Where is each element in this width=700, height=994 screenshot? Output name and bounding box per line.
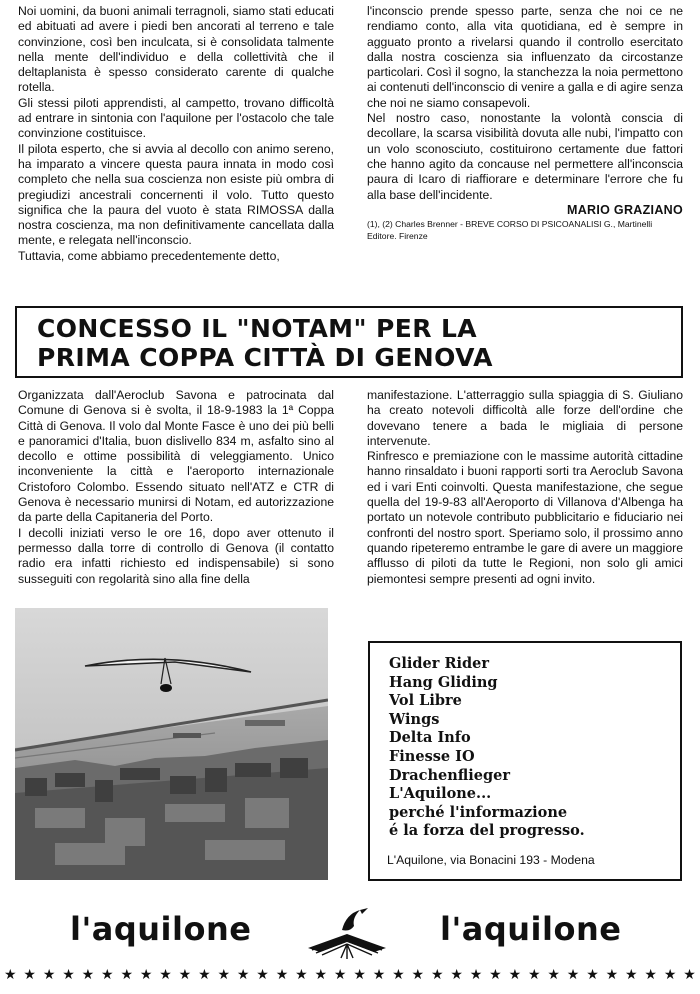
star-icon: ★ bbox=[644, 966, 657, 982]
star-icon: ★ bbox=[295, 966, 308, 982]
harbour-scene-icon bbox=[15, 608, 328, 880]
paragraph: Gli stessi piloti apprendisti, al campetto, trovano difficoltà ad entrare in sintonia con l'aquilone per l'ostacolo che tale convinzione costituisce. bbox=[18, 95, 334, 141]
aquilone-logo-right: l'aquilone bbox=[440, 910, 622, 948]
slogan-line-2: é la forza del progresso. bbox=[389, 822, 585, 840]
star-icon: ★ bbox=[372, 966, 386, 982]
star-icon: ★ bbox=[217, 966, 231, 982]
list-item: Delta Info bbox=[389, 729, 471, 747]
paragraph: Organizzata dall'Aeroclub Savona e patrocinata dal Comune di Genova si è svolta, il 18-9-1983 la 1ª Coppa Città di Genova. Il volo dal Monte Fasce è uno dei più belli e panoramici d'Italia, buon dislivello 834 m, asfalto sino al decollo e ottime possibilità di veleggiamento. Unico inconveniente la città e l'aeroporto internazionale Cristoforo Colombo. Essendo situato nell'ATZ e CTR di Genova è necessario munirsi di Notam, ed autorizzazione da parte della Capitaneria del Porto. bbox=[18, 388, 334, 525]
star-icon: ★ bbox=[586, 966, 599, 982]
headline-line-1: CONCESSO IL "NOTAM" PER LA bbox=[37, 314, 478, 343]
star-icon: ★ bbox=[101, 966, 114, 982]
star-icon: ★ bbox=[139, 966, 153, 982]
list-item: Vol Libre bbox=[389, 692, 462, 710]
list-item: L'Aquilone... bbox=[389, 785, 492, 803]
star-icon: ★ bbox=[547, 966, 560, 982]
star-icon: ★ bbox=[508, 966, 522, 982]
publisher-address: L'Aquilone, via Bonacini 193 - Modena bbox=[387, 853, 595, 867]
star-icon: ★ bbox=[489, 966, 502, 982]
star-icon: ★ bbox=[605, 966, 619, 982]
aquilone-logo-left: l'aquilone bbox=[70, 910, 252, 948]
star-icon: ★ bbox=[314, 966, 328, 982]
publications-ad-box bbox=[368, 641, 682, 881]
star-icon: ★ bbox=[411, 966, 425, 982]
star-icon: ★ bbox=[353, 966, 366, 982]
star-icon: ★ bbox=[469, 966, 483, 982]
star-icon: ★ bbox=[81, 966, 95, 982]
star-icon: ★ bbox=[392, 966, 405, 982]
paragraph: manifestazione. L'atterraggio sulla spiaggia di S. Giuliano ha creato notevoli difficoltà alle forze dell'ordine che dovevano tenere a bada le migliaia di persone intervenute. bbox=[367, 388, 683, 448]
paragraph: Noi uomini, da buoni animali terragnoli, siamo stati educati ed abituati ad avere i piedi ben ancorati al terreno e tale convinzione, così ben inculcata, si è consolidata talmente nella mente dell'individuo e della collettività che il deltaplanista è spesso considerato carente di qualche rotella. bbox=[18, 4, 334, 95]
list-item: Wings bbox=[389, 710, 440, 728]
author-signature: MARIO GRAZIANO bbox=[567, 202, 683, 217]
star-icon: ★ bbox=[625, 966, 638, 982]
paragraph: Nel nostro caso, nonostante la volontà conscia di decollare, la scarsa visibilità dovuta alle nubi, l'impatto con un volo sconosciuto, costituirono certamente due fattori che hanno agito da concause nel permettere all'inconscia paura di Icaro di riaffiorare e determinare l'errore che fu alla base dell'incidente. bbox=[367, 111, 683, 202]
star-icon: ★ bbox=[236, 966, 250, 982]
list-item: Hang Gliding bbox=[389, 673, 498, 691]
eagle-emblem-icon bbox=[306, 904, 388, 960]
article-intro-left-column bbox=[18, 4, 334, 264]
star-icon: ★ bbox=[527, 966, 541, 982]
star-icon: ★ bbox=[275, 966, 289, 982]
headline-box bbox=[15, 306, 683, 378]
slogan-line-1: perché l'informazione bbox=[389, 803, 568, 821]
star-icon: ★ bbox=[566, 966, 580, 982]
headline-line-2: PRIMA COPPA CITTÀ DI GENOVA bbox=[37, 343, 493, 372]
star-icon: ★ bbox=[4, 966, 17, 982]
article-genova-right-column bbox=[367, 388, 683, 587]
star-icon: ★ bbox=[178, 966, 192, 982]
article-genova-left-column bbox=[18, 388, 334, 587]
star-icon: ★ bbox=[120, 966, 133, 982]
paragraph: Il pilota esperto, che si avvia al decollo con animo sereno, ha imparato a vincere questa paura innata in modo così completo che nella sua coscienza non esiste più ombra di pregiudizi ancestrali concernenti il volo. Tutto questo significa che la paura del vuoto è stata RIMOSSA dalla nostra coscienza, ma non definitivamente cancellata dalla mente, e relegata nell'inconscio. bbox=[18, 141, 334, 248]
star-icon: ★ bbox=[256, 966, 269, 982]
list-item: Glider Rider bbox=[389, 655, 490, 672]
star-icon: ★ bbox=[159, 966, 172, 982]
star-icon: ★ bbox=[198, 966, 211, 982]
paragraph: Tuttavia, come abbiamo precedentemente detto, bbox=[18, 248, 280, 263]
star-icon: ★ bbox=[430, 966, 444, 982]
paragraph: I decolli iniziati verso le ore 16, dopo aver ottenuto il permesso dalla torre di controllo di Genova (il contatto radio era infatti richiesto ed indispensabile) si sono susseguiti con regolarità sino alla fine della bbox=[18, 525, 334, 586]
star-icon: ★ bbox=[23, 966, 36, 982]
star-icon: ★ bbox=[683, 966, 696, 982]
list-item: Finesse IO bbox=[389, 747, 475, 765]
footnote: (1), (2) Charles Brenner - BREVE CORSO DI PSICOANALISI G., Martinelli Editore. Firenze bbox=[367, 219, 653, 242]
star-icon: ★ bbox=[663, 966, 677, 982]
list-item: Drachenflieger bbox=[389, 766, 511, 784]
star-icon: ★ bbox=[62, 966, 75, 982]
star-border bbox=[4, 966, 696, 983]
star-icon: ★ bbox=[42, 966, 56, 982]
paragraph: l'inconscio prende spesso parte, senza che noi ce ne rendiamo conto, alla vita quotidiana, ed è sempre in agguato pronto a rivelarsi quando il controllo esercitato dalla nostra coscienza sia influenzato da circostanze particolari. Così il sogno, la stanchezza la noia permettono ai contenuti dell'inconscio di venire a galla e di agire senza che noi ne siamo consapevoli. bbox=[367, 4, 684, 110]
star-icon: ★ bbox=[450, 966, 463, 982]
hang-glider-photo bbox=[15, 608, 328, 880]
star-icon: ★ bbox=[333, 966, 347, 982]
publication-list bbox=[389, 655, 585, 841]
article-intro-right-column bbox=[367, 4, 683, 242]
paragraph: Rinfresco e premiazione con le massime autorità cittadine hanno rinsaldato i buoni rapporti sorti tra Aeroclub Savona ed i vari Enti coinvolti. Questa manifestazione, che segue quella del 19-9-83 all'Aeroporto di Villanova d'Albenga ha portato un notevole contributo pubblicitario e fiduciario nei confronti del nostro sport. Speriamo solo, il prossimo anno quando ripeteremo entrambe le gare di avere un maggiore afflusso di piloti da tutte le Regioni, non solo gli amici piemontesi sempre presenti ad ogni invito. bbox=[367, 449, 683, 586]
